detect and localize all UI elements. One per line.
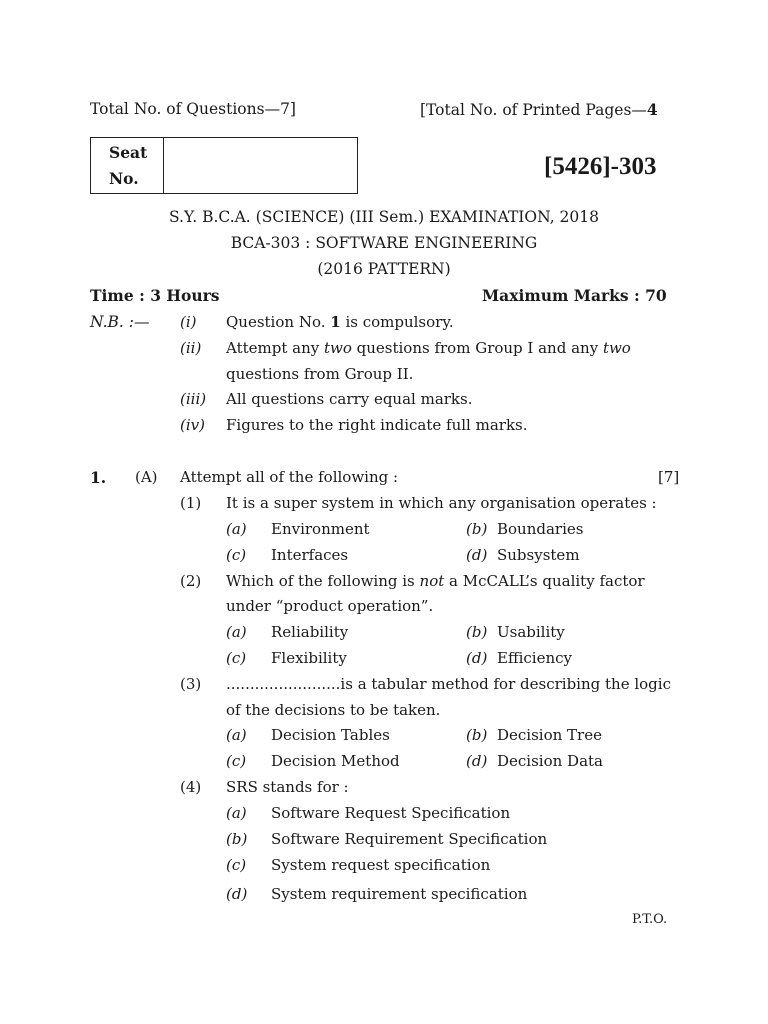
instruction-num: (iii) — [180, 390, 207, 408]
option-text: Flexibility — [271, 649, 347, 667]
nb-label — [90, 313, 149, 331]
instruction-continuation: questions from Group II. — [226, 365, 414, 383]
question-text: Attempt all of the following : — [180, 468, 399, 486]
instruction-text: Attempt any — [226, 339, 324, 357]
pattern-title: (2016 PATTERN) — [317, 260, 451, 278]
please-turn-over: P.T.O. — [632, 912, 668, 927]
instruction-num: (i) — [180, 313, 197, 331]
sub-question-number: (2) — [180, 572, 202, 590]
sub-question-number: (3) — [180, 675, 202, 693]
sub-question-text: ........................is a tabular method for describing the logic — [226, 675, 671, 693]
sub-question-text — [226, 572, 645, 590]
sub-question-number: (4) — [180, 778, 202, 796]
option-text: Environment — [271, 520, 370, 538]
option-text: Interfaces — [271, 546, 349, 564]
option-text: Decision Data — [497, 752, 603, 770]
option-text: Decision Tables — [271, 726, 390, 744]
question-part: (A) — [135, 468, 158, 486]
instruction-text: Question No. — [226, 313, 331, 331]
option-label: (d) — [466, 546, 488, 564]
instruction-item — [226, 339, 631, 357]
option-label: (a) — [226, 726, 247, 744]
option-text: Usability — [497, 623, 565, 641]
seat-label: Seat — [109, 143, 148, 162]
option-text: Software Requirement Specification — [271, 830, 548, 848]
option-label: (b) — [226, 830, 248, 848]
option-label: (b) — [466, 623, 488, 641]
option-text: Decision Method — [271, 752, 400, 770]
question-marks: [7] — [658, 468, 680, 486]
option-text: Reliability — [271, 623, 349, 641]
sub-question-continuation: under “product operation”. — [226, 597, 434, 615]
sub-question-text: SRS stands for : — [226, 778, 349, 796]
option-label: (a) — [226, 623, 247, 641]
option-label: (c) — [226, 546, 247, 564]
seat-number-box — [90, 137, 358, 194]
sub-question-emphasis: not — [419, 572, 445, 590]
option-label: (c) — [226, 649, 247, 667]
paper-code: [5426]-303 — [544, 153, 657, 180]
instruction-num: (iv) — [180, 416, 205, 434]
option-text: Subsystem — [497, 546, 580, 564]
question-number: 1. — [90, 468, 107, 487]
seat-box-divider — [163, 138, 164, 193]
instruction-emphasis: two — [602, 339, 631, 357]
option-text: System request specification — [271, 856, 491, 874]
instruction-item: All questions carry equal marks. — [226, 390, 473, 408]
option-text: Software Request Specification — [271, 804, 511, 822]
instruction-question-number: 1 — [330, 313, 341, 331]
option-text: Efficiency — [497, 649, 573, 667]
sub-question-text-part: Which of the following is — [226, 572, 420, 590]
option-label: (d) — [466, 752, 488, 770]
instruction-emphasis: two — [323, 339, 352, 357]
subject-title: BCA-303 : SOFTWARE ENGINEERING — [230, 234, 538, 252]
maximum-marks: Maximum Marks : 70 — [482, 286, 667, 305]
option-text: Boundaries — [497, 520, 584, 538]
printed-pages — [420, 100, 658, 119]
sub-question-continuation: of the decisions to be taken. — [226, 701, 441, 719]
sub-question-number: (1) — [180, 494, 202, 512]
option-label: (b) — [466, 520, 488, 538]
instruction-num: (ii) — [180, 339, 202, 357]
nb-text: N.B. :— — [90, 313, 150, 331]
option-label: (b) — [466, 726, 488, 744]
sub-question-text: It is a super system in which any organisation operates : — [226, 494, 657, 512]
seat-no-label: No. — [109, 169, 139, 188]
exam-title: S.Y. B.C.A. (SCIENCE) (III Sem.) EXAMINATION, 2018 — [168, 208, 600, 226]
sub-question-text-part: a McCALL’s quality factor — [444, 572, 645, 590]
printed-pages-prefix: [Total No. of Printed Pages— — [420, 101, 647, 119]
option-text: Decision Tree — [497, 726, 602, 744]
printed-pages-count: 4 — [646, 100, 658, 119]
option-label: (a) — [226, 804, 247, 822]
option-text: System requirement specification — [271, 885, 528, 903]
time-allowed: Time : 3 Hours — [90, 286, 220, 305]
instruction-item: Figures to the right indicate full marks. — [226, 416, 528, 434]
instruction-text: questions from Group I and any — [351, 339, 603, 357]
option-label: (d) — [226, 885, 248, 903]
option-label: (c) — [226, 752, 247, 770]
option-label: (d) — [466, 649, 488, 667]
instruction-text: is compulsory. — [340, 313, 454, 331]
total-questions: Total No. of Questions—7] — [90, 100, 296, 118]
option-label: (a) — [226, 520, 247, 538]
instruction-item — [226, 313, 454, 331]
option-label: (c) — [226, 856, 247, 874]
